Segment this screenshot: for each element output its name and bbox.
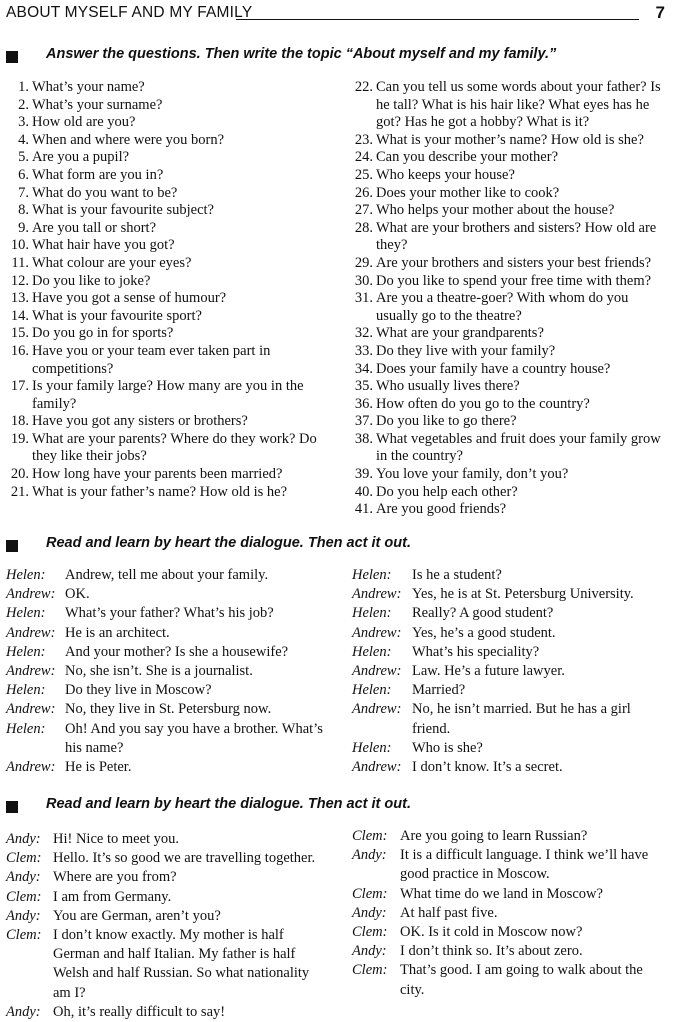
- speaker-name: Andy:: [352, 904, 387, 921]
- question-text: Are your brothers and sisters your best friends?: [376, 254, 652, 271]
- question-text: What hair have you got?: [32, 237, 175, 254]
- dialogue-line: [352, 758, 670, 777]
- question-item: [349, 132, 670, 150]
- question-number: 23.: [354, 131, 373, 148]
- bullet-square-icon: [6, 540, 18, 552]
- question-item: [5, 378, 329, 413]
- dialogue-text: Yes, he is at St. Petersburg University.: [412, 586, 634, 603]
- question-text: You love your family, don’t you?: [376, 466, 569, 483]
- dialogue-2-left: [6, 830, 324, 1022]
- question-item: [349, 220, 670, 255]
- question-text: Are you good friends?: [376, 501, 507, 518]
- question-item: [5, 325, 329, 343]
- dialogue-line: [352, 585, 670, 604]
- question-item: [349, 396, 670, 414]
- question-item: [349, 501, 670, 519]
- question-item: [349, 202, 670, 220]
- speaker-name: Andrew:: [352, 624, 402, 641]
- question-number: 18.: [10, 413, 29, 430]
- speaker-name: Helen:: [352, 739, 392, 756]
- question-text: Do you help each other?: [376, 483, 518, 500]
- dialogue-text: No, she isn’t. She is a journalist.: [65, 663, 253, 680]
- dialogue-text: Andrew, tell me about your family.: [65, 567, 269, 583]
- question-text: Do you like to spend your free time with them?: [376, 272, 652, 289]
- question-item: [349, 185, 670, 203]
- question-number: 19.: [10, 430, 29, 447]
- dialogue-text: He is an architect.: [65, 624, 170, 641]
- question-number: 4.: [18, 131, 29, 148]
- dialogue-text: Do they live in Moscow?: [65, 682, 212, 699]
- dialogue-text: I don’t think so. It’s about zero.: [400, 943, 583, 960]
- dialogue-line: [6, 566, 324, 585]
- question-number: 39.: [354, 466, 373, 483]
- dialogue-text: I am from Germany.: [53, 888, 172, 905]
- speaker-name: Andy:: [6, 907, 41, 924]
- speaker-name: Andrew:: [6, 701, 56, 718]
- questions-column-left: [5, 79, 329, 501]
- question-number: 1.: [18, 79, 29, 95]
- question-text: Do they live with your family?: [376, 342, 556, 359]
- dialogue-line: [352, 681, 670, 700]
- dialogue-text: Law. He’s a future lawyer.: [412, 663, 565, 680]
- question-text: Is your family large? How many are you in the family?: [32, 378, 304, 412]
- question-number: 25.: [354, 166, 373, 183]
- bullet-square-icon: [6, 51, 18, 63]
- question-number: 29.: [354, 254, 373, 271]
- question-number: 30.: [354, 272, 373, 289]
- question-item: [349, 431, 670, 466]
- dialogue-line: [6, 1003, 324, 1022]
- question-number: 21.: [10, 483, 29, 500]
- dialogue-line: [6, 643, 324, 662]
- question-text: What are your brothers and sisters? How old are they?: [376, 219, 657, 254]
- task-2-instruction: Read and learn by heart the dialogue. Then act it out.: [46, 535, 411, 551]
- question-item: [5, 308, 329, 326]
- speaker-name: Clem:: [352, 962, 388, 979]
- dialogue-text: Hello. It’s so good we are travelling together.: [53, 850, 316, 867]
- dialogue-line: [352, 700, 670, 738]
- dialogue-text: No, he isn’t married. But he has a girl friend.: [412, 701, 631, 737]
- dialogue-line: [6, 624, 324, 643]
- question-item: [5, 167, 329, 185]
- question-item: [349, 378, 670, 396]
- question-number: 28.: [354, 219, 373, 236]
- dialogue-line: [6, 758, 324, 777]
- dialogue-text: Oh! And you say you have a brother. What’s his name?: [65, 720, 323, 756]
- question-number: 40.: [354, 483, 373, 500]
- question-text: Does your family have a country house?: [376, 360, 611, 377]
- question-text: Do you like to joke?: [32, 272, 151, 289]
- question-number: 38.: [354, 430, 373, 447]
- task-3-instruction: Read and learn by heart the dialogue. Then act it out.: [46, 796, 411, 812]
- speaker-name: Andrew:: [352, 701, 402, 718]
- speaker-name: Andrew:: [352, 586, 402, 603]
- question-item: [349, 255, 670, 273]
- question-text: What is your mother’s name? How old is she?: [376, 131, 644, 148]
- speaker-name: Andy:: [6, 831, 41, 847]
- question-text: When and where were you born?: [32, 131, 225, 148]
- question-number: 35.: [354, 378, 373, 395]
- question-item: [349, 484, 670, 502]
- dialogue-line: [6, 720, 324, 758]
- question-item: [349, 466, 670, 484]
- question-number: 15.: [10, 325, 29, 342]
- dialogue-text: I don’t know. It’s a secret.: [412, 759, 563, 776]
- dialogue-2-right: [352, 827, 670, 1000]
- question-item: [5, 466, 329, 484]
- question-number: 7.: [18, 184, 29, 201]
- dialogue-line: [352, 643, 670, 662]
- bullet-square-icon: [6, 801, 18, 813]
- dialogue-text: And your mother? Is she a housewife?: [65, 643, 289, 660]
- question-item: [349, 290, 670, 325]
- dialogue-text: Oh, it’s really difficult to say!: [53, 1003, 226, 1020]
- speaker-name: Clem:: [352, 924, 388, 941]
- question-text: Who usually lives there?: [376, 378, 520, 395]
- speaker-name: Clem:: [6, 888, 42, 905]
- question-number: 14.: [10, 307, 29, 324]
- speaker-name: Helen:: [6, 567, 46, 583]
- question-text: What is your father’s name? How old is he?: [32, 483, 288, 500]
- speaker-name: Andrew:: [6, 586, 56, 603]
- question-text: Are you tall or short?: [32, 219, 157, 236]
- dialogue-text: At half past five.: [400, 904, 498, 921]
- dialogue-line: [6, 926, 324, 1003]
- question-number: 3.: [18, 114, 29, 131]
- question-text: Are you a pupil?: [32, 149, 130, 166]
- dialogue-line: [352, 942, 670, 961]
- dialogue-text: Hi! Nice to meet you.: [53, 831, 180, 847]
- dialogue-line: [352, 566, 670, 585]
- question-item: [5, 484, 329, 502]
- dialogue-line: [6, 868, 324, 887]
- question-number: 41.: [354, 501, 373, 518]
- speaker-name: Clem:: [6, 927, 42, 944]
- dialogue-line: [352, 604, 670, 623]
- question-number: 22.: [354, 79, 373, 95]
- speaker-name: Andrew:: [6, 663, 56, 680]
- question-number: 13.: [10, 290, 29, 307]
- speaker-name: Helen:: [6, 643, 46, 660]
- dialogue-text: OK.: [65, 586, 90, 603]
- question-item: [349, 361, 670, 379]
- question-text: Can you describe your mother?: [376, 149, 559, 166]
- question-item: [5, 343, 329, 378]
- question-number: 34.: [354, 360, 373, 377]
- question-item: [5, 149, 329, 167]
- speaker-name: Helen:: [352, 643, 392, 660]
- dialogue-line: [6, 907, 324, 926]
- question-text: Can you tell us some words about your father? Is he tall? What is his hair like? What eyes has he got? Has he got a hobby? What is it?: [376, 79, 661, 131]
- speaker-name: Andrew:: [6, 759, 56, 776]
- chapter-title: ABOUT MYSELF AND MY FAMILY: [6, 4, 253, 21]
- question-number: 17.: [10, 378, 29, 395]
- dialogue-line: [6, 604, 324, 623]
- dialogue-text: Are you going to learn Russian?: [400, 828, 588, 844]
- question-text: What’s your surname?: [32, 96, 163, 113]
- question-text: Who keeps your house?: [376, 166, 515, 183]
- question-number: 24.: [354, 149, 373, 166]
- speaker-name: Andrew:: [6, 624, 56, 641]
- question-text: Have you or your team ever taken part in competitions?: [32, 342, 271, 377]
- question-text: How often do you go to the country?: [376, 395, 590, 412]
- speaker-name: Helen:: [6, 605, 46, 622]
- question-number: 37.: [354, 413, 373, 430]
- dialogue-line: [352, 923, 670, 942]
- dialogue-line: [6, 662, 324, 681]
- dialogue-line: [352, 739, 670, 758]
- dialogue-text: Yes, he’s a good student.: [412, 624, 556, 641]
- question-item: [349, 149, 670, 167]
- question-text: What is your favourite sport?: [32, 307, 202, 324]
- dialogue-text: What’s your father? What’s his job?: [65, 605, 274, 622]
- dialogue-text: It is a difficult language. I think we’ll have good practice in Moscow.: [400, 847, 649, 883]
- dialogue-line: [6, 830, 324, 849]
- question-number: 2.: [18, 96, 29, 113]
- question-number: 9.: [18, 219, 29, 236]
- dialogue-1-right: [352, 566, 670, 777]
- question-text: Have you got any sisters or brothers?: [32, 413, 248, 430]
- question-item: [349, 325, 670, 343]
- question-number: 16.: [10, 342, 29, 359]
- dialogue-text: OK. Is it cold in Moscow now?: [400, 924, 583, 941]
- question-text: What colour are your eyes?: [32, 254, 192, 271]
- speaker-name: Andrew:: [352, 759, 402, 776]
- speaker-name: Andrew:: [352, 663, 402, 680]
- question-text: What is your favourite subject?: [32, 202, 214, 219]
- question-number: 8.: [18, 202, 29, 219]
- question-item: [349, 343, 670, 361]
- question-number: 10.: [10, 237, 29, 254]
- question-number: 12.: [10, 272, 29, 289]
- dialogue-line: [6, 681, 324, 700]
- question-number: 5.: [18, 149, 29, 166]
- speaker-name: Helen:: [6, 720, 46, 737]
- question-item: [5, 255, 329, 273]
- dialogue-text: I don’t know exactly. My mother is half German and half Italian. My father is half Welsh and half Russian. So what nationality am I?: [53, 927, 310, 1001]
- dialogue-line: [6, 700, 324, 719]
- question-text: Are you a theatre-goer? With whom do you usually go to the theatre?: [376, 290, 629, 324]
- speaker-name: Andy:: [352, 943, 387, 960]
- dialogue-text: Married?: [412, 682, 466, 699]
- question-item: [349, 79, 670, 132]
- dialogue-line: [6, 849, 324, 868]
- dialogue-line: [352, 827, 670, 846]
- question-item: [5, 114, 329, 132]
- question-item: [5, 220, 329, 238]
- question-item: [5, 97, 329, 115]
- question-text: Do you like to go there?: [376, 413, 517, 430]
- dialogue-text: Really? A good student?: [412, 605, 554, 622]
- question-text: What form are you in?: [32, 166, 164, 183]
- question-text: What do you want to be?: [32, 184, 178, 201]
- dialogue-line: [6, 888, 324, 907]
- task-1-instruction: Answer the questions. Then write the topic “About myself and my family.”: [46, 46, 557, 62]
- question-item: [5, 237, 329, 255]
- question-item: [349, 413, 670, 431]
- speaker-name: Clem:: [352, 885, 388, 902]
- page-number: 7: [655, 3, 665, 22]
- dialogue-text: You are German, aren’t you?: [53, 907, 221, 924]
- question-text: Does your mother like to cook?: [376, 184, 560, 201]
- question-number: 20.: [10, 466, 29, 483]
- question-item: [5, 290, 329, 308]
- questions-column-right: [349, 79, 670, 519]
- dialogue-line: [352, 885, 670, 904]
- speaker-name: Clem:: [352, 828, 388, 844]
- dialogue-text: No, they live in St. Petersburg now.: [65, 701, 272, 718]
- dialogue-line: [6, 585, 324, 604]
- question-text: How old are you?: [32, 114, 136, 131]
- question-number: 32.: [354, 325, 373, 342]
- question-number: 36.: [354, 395, 373, 412]
- question-number: 31.: [354, 290, 373, 307]
- question-item: [349, 273, 670, 291]
- speaker-name: Helen:: [352, 605, 392, 622]
- speaker-name: Helen:: [352, 567, 392, 583]
- question-text: Do you go in for sports?: [32, 325, 174, 342]
- dialogue-line: [352, 961, 670, 999]
- question-text: Have you got a sense of humour?: [32, 290, 227, 307]
- speaker-name: Andy:: [6, 869, 41, 886]
- question-number: 27.: [354, 202, 373, 219]
- question-number: 26.: [354, 184, 373, 201]
- dialogue-text: Where are you from?: [53, 869, 177, 886]
- dialogue-line: [352, 846, 670, 884]
- question-item: [5, 185, 329, 203]
- header-rule: [236, 19, 639, 20]
- dialogue-text: Is he a student?: [412, 567, 502, 583]
- dialogue-text: Who is she?: [412, 739, 483, 756]
- question-item: [5, 431, 329, 466]
- dialogue-line: [352, 624, 670, 643]
- question-text: What are your grandparents?: [376, 325, 544, 342]
- question-number: 6.: [18, 166, 29, 183]
- question-text: What vegetables and fruit does your family grow in the country?: [376, 430, 661, 465]
- question-item: [5, 132, 329, 150]
- question-item: [5, 413, 329, 431]
- question-item: [349, 167, 670, 185]
- dialogue-line: [352, 904, 670, 923]
- speaker-name: Andy:: [6, 1003, 41, 1020]
- question-text: How long have your parents been married?: [32, 466, 283, 483]
- question-number: 33.: [354, 342, 373, 359]
- question-text: What are your parents? Where do they work? Do they like their jobs?: [32, 430, 317, 465]
- speaker-name: Clem:: [6, 850, 42, 867]
- question-text: What’s your name?: [32, 79, 145, 95]
- dialogue-text: He is Peter.: [65, 759, 132, 776]
- dialogue-1-left: [6, 566, 324, 777]
- running-head: [6, 4, 671, 26]
- dialogue-text: What time do we land in Moscow?: [400, 885, 603, 902]
- question-text: Who helps your mother about the house?: [376, 202, 615, 219]
- question-item: [5, 79, 329, 97]
- speaker-name: Andy:: [352, 847, 387, 864]
- dialogue-text: That’s good. I am going to walk about the city.: [400, 962, 643, 998]
- question-number: 11.: [11, 254, 29, 271]
- speaker-name: Helen:: [352, 682, 392, 699]
- question-item: [5, 273, 329, 291]
- speaker-name: Helen:: [6, 682, 46, 699]
- dialogue-line: [352, 662, 670, 681]
- dialogue-text: What’s his speciality?: [412, 643, 540, 660]
- question-item: [5, 202, 329, 220]
